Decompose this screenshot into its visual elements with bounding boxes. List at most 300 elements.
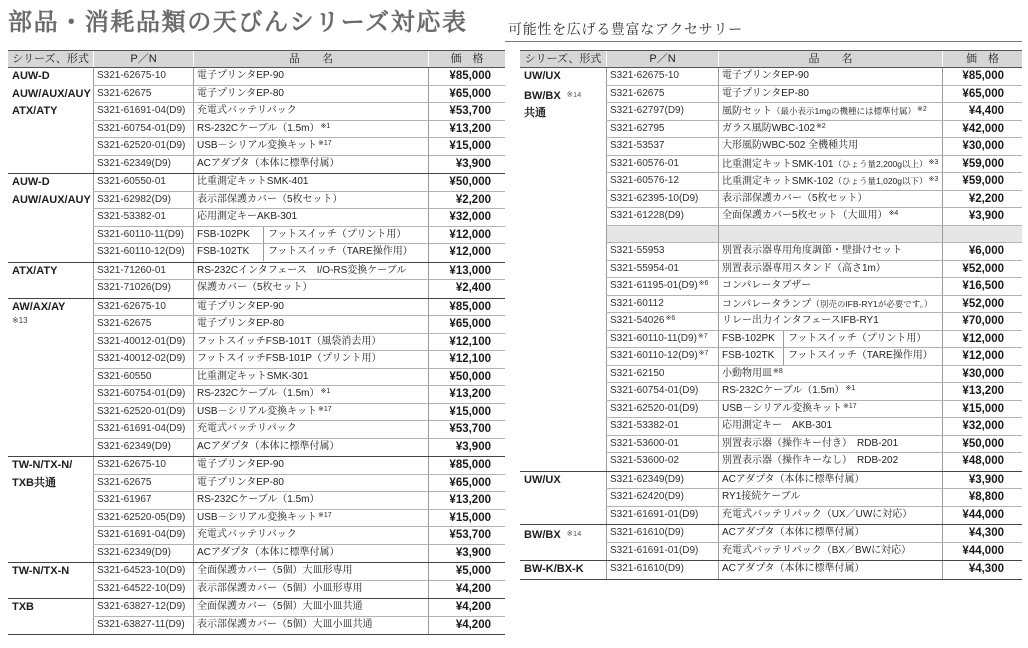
series-group: [8, 263, 505, 299]
part-number: S321-53382-01: [610, 420, 679, 431]
part-number: S321-62420(D9): [610, 491, 684, 502]
part-number-cell: [93, 174, 193, 191]
product-name-cell: [193, 138, 428, 155]
part-number: S321-60110-11(D9): [610, 332, 697, 344]
price-cell: [942, 472, 1022, 489]
price-value: ¥4,200: [455, 618, 491, 631]
part-number: S321-64522-10(D9): [97, 582, 186, 594]
part-number-cell: [606, 156, 718, 173]
product-name-cell: [193, 386, 428, 403]
part-number-cell: [606, 138, 718, 155]
part-number-cell: [93, 299, 193, 316]
series-line: [524, 525, 606, 545]
series-footnote: ※14: [566, 89, 582, 99]
part-number: S321-61228(D9): [610, 210, 684, 221]
row-list: [93, 68, 505, 173]
product-name: 充電式バッテリパック（UX／UWに対応）: [722, 508, 913, 520]
product-name: 電子プリンタEP-90: [197, 459, 284, 470]
price-cell: [428, 617, 505, 635]
table-row: [93, 563, 505, 581]
page-title: 部品・消耗品類の天びんシリーズ対応表: [8, 9, 468, 36]
product-name-detail: （別売のIFB-RY1が必要です。）: [811, 298, 933, 309]
product-name: USB－シリアル変換キット: [722, 402, 842, 414]
product-footnote: ※1: [845, 385, 856, 392]
product-name-cell: [193, 599, 428, 616]
price-value: ¥65,000: [449, 476, 491, 489]
product-name: ACアダプタ（本体に標準付属）: [197, 157, 340, 169]
product-name-cell: [718, 525, 942, 542]
price-value: ¥4,400: [968, 105, 1004, 117]
table-row: [93, 263, 505, 281]
series-cell: [8, 174, 93, 262]
series-line: [12, 263, 93, 281]
table-row: [93, 316, 505, 334]
price-value: ¥50,000: [449, 176, 491, 188]
series-line: [12, 86, 93, 104]
series-line: [524, 105, 606, 123]
table-row: [93, 334, 505, 352]
series-label: AUW-D: [12, 176, 50, 188]
product-name: フットスイッチ（プリント用）: [788, 332, 927, 344]
part-number: S321-61691-01(D9): [610, 544, 699, 556]
price-cell: [942, 278, 1022, 295]
price-value: ¥48,000: [962, 455, 1004, 467]
part-number: S321-62675: [97, 87, 152, 99]
series-group: [8, 563, 505, 599]
price-cell: [428, 563, 505, 580]
part-number-cell: [93, 527, 193, 544]
product-name: RS-232Cケーブル（1.5m）: [197, 122, 320, 134]
part-number: S321-61195-01(D9): [610, 280, 698, 291]
part-number: S321-62520-01(D9): [610, 402, 699, 414]
part-number-cell: [93, 280, 193, 298]
table-row: [93, 86, 505, 104]
price-cell: [428, 351, 505, 368]
product-name: RS-232Cケーブル（1.5m）: [722, 385, 845, 396]
price-cell: [428, 174, 505, 191]
price-cell: [428, 209, 505, 226]
part-number-cell: [93, 227, 193, 244]
table-row: [606, 525, 1022, 543]
price-cell: [942, 331, 1022, 348]
price-value: ¥85,000: [962, 70, 1004, 82]
price-value: ¥5,000: [455, 565, 491, 577]
product-name-cell: [193, 492, 428, 509]
price-value: ¥50,000: [449, 370, 491, 383]
price-cell: [942, 366, 1022, 383]
series-label: TW-N/TX-N: [12, 565, 70, 577]
product-name-cell: [718, 138, 942, 155]
product-footnote: ※3: [928, 176, 939, 183]
table-row: [93, 386, 505, 404]
table-row: [93, 369, 505, 387]
part-number: S321-62675: [97, 476, 152, 488]
product-name-cell: [718, 401, 942, 418]
part-number-cell: [93, 244, 193, 262]
price-cell: [428, 263, 505, 280]
part-number-cell: [93, 316, 193, 333]
product-name-cell: [718, 453, 942, 471]
part-number: S321-61610(D9): [610, 563, 684, 574]
price-cell: [428, 475, 505, 492]
part-number-cell: [93, 475, 193, 492]
product-name-cell: [193, 103, 428, 120]
header-price: 価 格: [942, 51, 1022, 67]
product-name-cell: [193, 439, 428, 457]
series-footnote: ※13: [12, 316, 28, 325]
model-code: FSB-102PK: [197, 227, 264, 244]
table-row: [606, 453, 1022, 471]
price-cell: [428, 492, 505, 509]
table-row: [93, 174, 505, 192]
part-number: S321-53382-01: [97, 211, 166, 222]
table-row: [93, 138, 505, 156]
price-value: ¥2,200: [968, 192, 1004, 205]
price-cell: [942, 243, 1022, 260]
price-cell: [428, 316, 505, 333]
table-row: [606, 561, 1022, 579]
part-number: S321-62349(D9): [97, 440, 171, 452]
price-value: ¥13,200: [449, 122, 491, 135]
blank-row: [606, 226, 1022, 244]
series-group: [520, 472, 1022, 526]
product-name: USB－シリアル変換キット: [197, 140, 317, 151]
product-name-cell: [718, 436, 942, 453]
product-name-cell: [193, 244, 428, 262]
price-value: ¥3,900: [455, 546, 491, 559]
part-number-cell: [606, 173, 718, 190]
table-row: [606, 331, 1022, 349]
row-list: [606, 525, 1022, 560]
product-name: 比重測定キットSMK-101: [722, 158, 834, 170]
product-name: フットスイッチ（TARE操作用）: [268, 246, 413, 257]
part-number-cell: [93, 563, 193, 580]
product-name-cell: [193, 334, 428, 351]
price-cell: [428, 121, 505, 138]
price-cell: [942, 208, 1022, 225]
part-number-cell: [93, 386, 193, 403]
price-value: ¥12,000: [449, 246, 491, 258]
price-value: ¥65,000: [449, 318, 491, 330]
table-row: [606, 243, 1022, 261]
price-cell: [428, 457, 505, 474]
part-number: S321-60576-12: [610, 175, 679, 186]
price-cell: [428, 103, 505, 120]
series-label: AUW/AUX/AUY: [12, 193, 91, 206]
product-name: 応用測定キーAKB-301: [197, 211, 298, 222]
table-row: [93, 209, 505, 227]
price-cell: [428, 192, 505, 209]
price-cell: [428, 421, 505, 438]
table-row: [606, 418, 1022, 436]
table-row: [93, 421, 505, 439]
product-name: 別置表示器専用角度調節・壁掛けセット: [722, 245, 902, 256]
series-line: [12, 563, 93, 581]
part-number-cell: [93, 492, 193, 509]
series-cell: [8, 299, 93, 457]
product-name: コンパレータブザー: [722, 280, 812, 291]
series-group: [8, 599, 505, 635]
price-value: ¥52,000: [962, 297, 1004, 310]
price-cell: [428, 369, 505, 386]
product-name-cell: [718, 243, 942, 260]
product-name: ACアダプタ（本体に標準付属）: [722, 527, 865, 538]
price-value: ¥13,000: [449, 264, 491, 277]
series-cell: [8, 599, 93, 634]
price-cell: [942, 453, 1022, 471]
price-value: ¥85,000: [449, 70, 491, 82]
series-footnote: ※14: [566, 529, 582, 538]
price-cell: [942, 138, 1022, 155]
price-value: ¥12,100: [449, 353, 491, 365]
product-name: 電子プリンタEP-80: [197, 87, 284, 99]
product-name: フットスイッチFSB-101T（風袋消去用）: [197, 335, 382, 347]
price-value: ¥6,000: [968, 245, 1004, 257]
part-number-cell: [93, 404, 193, 421]
price-cell: [428, 510, 505, 527]
price-cell: [942, 543, 1022, 561]
price-value: ¥32,000: [449, 211, 491, 223]
part-number-cell: [606, 436, 718, 453]
price-value: ¥3,900: [455, 440, 491, 453]
part-number: S321-62675: [97, 318, 152, 329]
price-cell: [942, 173, 1022, 190]
price-value: ¥12,000: [449, 228, 491, 241]
product-name-cell: [193, 156, 428, 174]
part-number-cell: [93, 369, 193, 386]
price-value: ¥3,900: [968, 473, 1004, 486]
product-name-cell: [718, 296, 942, 313]
part-number-cell: [606, 261, 718, 278]
table-row: [93, 280, 505, 298]
model-code: FSB-102TK: [197, 244, 264, 261]
product-name-cell: [718, 489, 942, 506]
product-name: 別置表示器（操作キーなし） RDB-202: [722, 455, 899, 466]
series-line: [12, 174, 93, 192]
part-number-cell: [606, 313, 718, 330]
series-group: [520, 525, 1022, 561]
product-name-cell: [718, 366, 942, 383]
table-row: [93, 192, 505, 210]
product-name: USB－シリアル変換キット: [197, 511, 317, 523]
part-number: S321-60550: [97, 370, 152, 382]
product-name-cell: [193, 68, 428, 85]
part-number: S321-62150: [610, 367, 665, 379]
part-number: S321-61691-04(D9): [97, 529, 186, 540]
price-cell: [428, 545, 505, 563]
part-number: S321-60550-01: [97, 176, 166, 187]
price-value: ¥65,000: [449, 87, 491, 100]
product-name-cell: [718, 86, 942, 103]
model-code: FSB-102PK: [722, 331, 784, 348]
part-number-cell: [93, 86, 193, 103]
part-number-cell: [606, 401, 718, 418]
series-line: [12, 599, 93, 617]
product-name: RS-232Cインタフェース I/O-RS変換ケーブル: [197, 264, 407, 276]
product-footnote: ※17: [317, 405, 332, 413]
part-number: S321-55954-01: [610, 262, 679, 274]
price-value: ¥53,700: [449, 529, 491, 541]
price-cell: [428, 280, 505, 298]
product-name: フットスイッチ（TARE操作用）: [788, 350, 933, 361]
product-name-cell: [718, 156, 942, 173]
part-number-footnote: ※6: [698, 280, 709, 287]
table-row: [93, 475, 505, 493]
price-value: ¥44,000: [962, 544, 1004, 557]
series-line: [524, 86, 606, 106]
part-number-cell: [606, 472, 718, 489]
table-row: [606, 348, 1022, 366]
table-row: [606, 436, 1022, 454]
price-cell: [942, 226, 1022, 243]
table-header: [520, 50, 1022, 68]
part-number-cell: [93, 209, 193, 226]
part-number-cell: [606, 489, 718, 506]
part-number: S321-60754-01(D9): [97, 122, 186, 134]
product-name-cell: [718, 383, 942, 400]
table-row: [606, 366, 1022, 384]
product-name-cell: [718, 173, 942, 190]
part-number: S321-60110-11(D9): [97, 228, 184, 240]
part-number-cell: [93, 103, 193, 120]
price-value: ¥32,000: [962, 420, 1004, 432]
part-number-cell: [93, 121, 193, 138]
price-cell: [428, 138, 505, 155]
product-name: 保護カバー（5枚セット）: [197, 282, 313, 293]
row-list: [606, 561, 1022, 579]
product-name: フットスイッチ（プリント用）: [268, 228, 407, 240]
table-row: [93, 404, 505, 422]
series-label: TW-N/TX-N/: [12, 459, 73, 471]
part-number-footnote: ※7: [698, 350, 709, 357]
product-name: ガラス風防WBC-102: [722, 122, 816, 134]
product-footnote: ※17: [317, 140, 332, 147]
series-cell: [520, 472, 606, 525]
product-name-cell: [193, 421, 428, 438]
series-cell: [520, 68, 606, 471]
price-cell: [428, 404, 505, 421]
table-row: [606, 507, 1022, 525]
product-name-cell: [193, 280, 428, 298]
table-row: [93, 156, 505, 174]
product-name: 全面保護カバー5枚セット（大皿用）: [722, 210, 888, 221]
part-number: S321-53600-01: [610, 437, 679, 449]
series-label: BW/BX: [524, 529, 561, 541]
product-name-cell: [718, 313, 942, 330]
part-number-cell: [93, 510, 193, 527]
product-name-cell: [193, 404, 428, 421]
price-value: ¥4,200: [455, 582, 491, 595]
part-number: S321-62675-10: [610, 70, 679, 81]
table-row: [606, 313, 1022, 331]
price-value: ¥12,100: [449, 335, 491, 348]
part-number-cell: [606, 296, 718, 313]
part-number-cell: [606, 418, 718, 435]
accessory-table-right: [520, 50, 1022, 580]
part-number-cell: [93, 334, 193, 351]
product-name-cell: [193, 209, 428, 226]
price-value: ¥8,800: [968, 491, 1004, 503]
part-number: S321-54026: [610, 315, 665, 326]
series-group: [8, 174, 505, 263]
product-name-cell: [193, 192, 428, 209]
part-number-cell: [93, 138, 193, 155]
part-number-cell: [606, 191, 718, 208]
series-group: [8, 299, 505, 458]
price-value: ¥59,000: [962, 157, 1004, 170]
part-number-cell: [93, 457, 193, 474]
series-line: [524, 68, 606, 86]
part-number: S321-62520-01(D9): [97, 140, 186, 151]
part-number-cell: [606, 453, 718, 471]
price-value: ¥12,000: [962, 350, 1004, 362]
price-cell: [942, 561, 1022, 579]
price-cell: [428, 334, 505, 351]
series-label: BW/BX: [524, 89, 561, 102]
header-part-number: P／N: [606, 51, 718, 67]
row-list: [93, 174, 505, 262]
price-cell: [942, 313, 1022, 330]
price-value: ¥44,000: [962, 508, 1004, 521]
part-number: S321-62675-10: [97, 459, 166, 470]
part-number: S321-62395-10(D9): [610, 192, 699, 204]
part-number-footnote: ※6: [665, 315, 676, 322]
part-number-cell: [606, 507, 718, 525]
part-number: S321-61610(D9): [610, 527, 684, 538]
product-name-cell: [193, 563, 428, 580]
part-number-cell: [606, 366, 718, 383]
series-label: AUW/AUX/AUY: [12, 87, 91, 100]
product-name: 比重測定キットSMK-401: [197, 176, 309, 187]
part-number: S321-62675-10: [97, 70, 166, 81]
part-number-cell: [93, 599, 193, 616]
price-cell: [428, 599, 505, 616]
price-cell: [942, 489, 1022, 506]
product-footnote: ※8: [773, 367, 783, 375]
product-name-cell: [718, 121, 942, 138]
series-line: [12, 299, 93, 317]
series-cell: [8, 263, 93, 298]
price-value: ¥16,500: [962, 280, 1004, 292]
part-number: S321-62349(D9): [97, 157, 171, 169]
price-cell: [942, 156, 1022, 173]
part-number: S321-62520-05(D9): [97, 511, 186, 523]
part-number-cell: [606, 68, 718, 85]
part-number: S321-60110-12(D9): [610, 350, 698, 361]
table-header: [8, 50, 505, 68]
part-number: S321-62675-10: [97, 300, 166, 312]
price-cell: [942, 436, 1022, 453]
product-footnote: ※4: [888, 210, 899, 217]
part-number-cell: [93, 581, 193, 599]
price-cell: [428, 156, 505, 174]
row-list: [93, 263, 505, 298]
price-value: ¥85,000: [449, 300, 491, 313]
price-cell: [428, 581, 505, 599]
price-value: ¥4,300: [968, 527, 1004, 539]
table-row: [93, 510, 505, 528]
price-value: ¥3,900: [455, 157, 491, 170]
product-footnote: ※1: [320, 122, 331, 130]
part-number: S321-63827-12(D9): [97, 601, 186, 612]
price-cell: [942, 296, 1022, 313]
part-number: S321-60576-01: [610, 157, 679, 169]
part-number-cell: [606, 278, 718, 295]
price-value: ¥4,200: [455, 601, 491, 613]
row-list: [93, 299, 505, 457]
table-row: [606, 103, 1022, 121]
table-row: [606, 472, 1022, 490]
